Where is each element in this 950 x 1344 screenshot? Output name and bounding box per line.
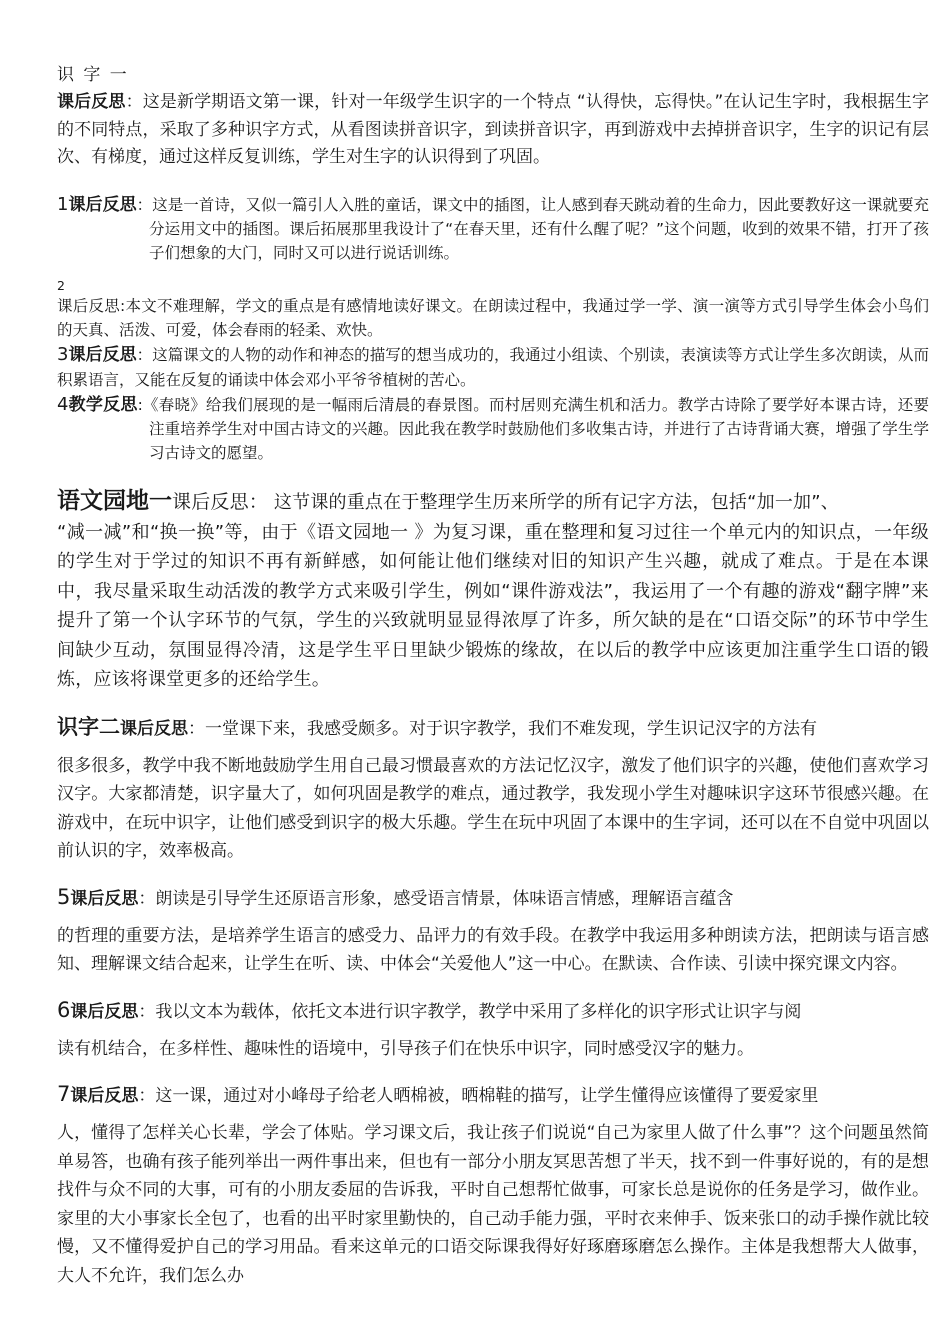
label-kehou-fansi-5: 课后反思：	[172, 490, 269, 513]
body-text-9-first: 这一课，通过对小峰母子给老人晒棉被，晒棉鞋的描写，让学生懂得应该懂得了要爱家里	[155, 1086, 819, 1106]
label-kehou-fansi-9: 课后反思	[70, 1086, 139, 1106]
reflection-item-5-body: 的哲理的重要方法，是培养学生语言的感受力、品评力的有效手段。在教学中我运用多种朗读方法，把朗读与语言感知、理解课文结合起来，让学生在听、读、中体会“关爱他人”这一中心。在默读、合作读、引读中探究课文内容。	[57, 925, 929, 974]
section-shizi-yi-paragraph	[57, 89, 929, 172]
spacer	[57, 1026, 929, 1035]
reflection-item-6-body: 读有机结合，在多样性、趣味性的语境中，引导孩子们在快乐中识字，同时感受汉字的魅力。	[57, 1038, 754, 1059]
body-text-1: 这是一首诗，又似一篇引人入胜的童话，课文中的插图，让人感到春天跳动着的生命力，因此要教好这一课就要充分运用文中的插图。课后拓展那里我设计了“在春天里，还有什么醒了呢？”这个问题，收到的效果不错，打开了孩子们想象的大门，同时又可以进行说话训练。	[149, 195, 929, 262]
heading-text-shizi-er: 识字二	[57, 714, 120, 739]
reflection-item-3	[57, 342, 929, 393]
label-jiaoxue-fansi-4: 教学反思	[68, 394, 138, 415]
body-text-8-first: 我以文本为载体，依托文本进行识字教学，教学中采用了多样化的识字形式让识字与阅	[155, 1001, 802, 1022]
section-heading-yuwen-yuandi-yi	[57, 486, 929, 518]
colon-9: ：	[138, 1086, 156, 1106]
spacer	[57, 1110, 929, 1119]
colon-6: ：	[188, 718, 205, 739]
colon-2: :	[120, 296, 126, 315]
reflection-item-5-head	[57, 883, 929, 913]
colon-4: :	[137, 395, 143, 414]
body-text-5-first: 这节课的重点在于整理学生历来所学的所有记字方法，包括“加一加”、	[268, 491, 839, 513]
label-kehou-fansi-0: 课后反思	[57, 92, 126, 112]
body-text-2: 本文不难理解，学文的重点是有感情地读好课文。在朗读过程中，我通过学一学、演一演等方式引导学生体会小鸟们的天真、活泼、可爱，体会春雨的轻柔、欢快。	[57, 296, 929, 339]
heading-text-yuwen: 语文园地一	[57, 487, 172, 514]
colon-7: ：	[138, 888, 156, 909]
colon-0: ：	[125, 92, 143, 112]
item-number-4: 4	[57, 393, 69, 415]
item-number-1: 1	[57, 193, 69, 215]
body-text-0: 这是新学期语文第一课，针对一年级学生识字的一个特点 “认得快，忘得快。”在认记生字时，我根据生字的不同特点，采取了多种识字方式，从看图读拼音识字，到读拼音识字，再到游戏中去掉拼音识字，生字的识记有层次、有梯度，通过这样反复训练，学生对生字的认识得到了巩固。	[57, 92, 930, 167]
reflection-item-7-head	[57, 1080, 929, 1110]
spacer	[57, 465, 929, 486]
reflection-item-2	[57, 294, 929, 342]
body-text-3: 这篇课文的人物的动作和神态的描写的想当成功的，我通过小组读、个别读，表演读等方式让学生多次朗读，从而积累语言，又能在反复的诵读中体会邓小平爷爷植树的苦心。	[57, 345, 929, 389]
spacer	[57, 695, 929, 713]
section-heading-shizi-er	[57, 713, 929, 743]
colon-3: ：	[136, 345, 153, 364]
item-number-2: 2	[57, 277, 65, 293]
colon-1: ：	[136, 195, 153, 214]
item-number-6: 6	[57, 997, 71, 1022]
item-number-7: 7	[57, 1082, 71, 1106]
document-body	[57, 62, 929, 1290]
label-kehou-fansi-3: 课后反思	[68, 344, 137, 365]
reflection-item-4	[57, 393, 929, 465]
section-heading-shizi-yi: 识 字 一	[57, 65, 129, 85]
spacer	[57, 172, 929, 193]
label-kehou-fansi-8: 课后反思	[70, 1001, 139, 1022]
section-shizi-er-body: 很多很多，教学中我不断地鼓励学生用自己最习惯最喜欢的方法记忆汉字，激发了他们识字的兴趣，使他们喜欢学习汉字。大家都清楚，识字量大了，如何巩固是教学的难点，通过教学，我发现小学生对趣味识字这环节很感兴趣。在游戏中，在玩中识字，让他们感受到识字的极大乐趣。学生在玩中巩固了本课中的生字词，还可以在不自觉中巩固以前认识的字，效率极高。	[57, 755, 929, 861]
spacer	[57, 265, 929, 278]
label-kehou-fansi-1: 课后反思	[68, 194, 137, 215]
body-text-6-first: 一堂课下来，我感受颇多。对于识字教学，我们不难发现，学生识记汉字的方法有	[205, 718, 817, 739]
reflection-item-1	[57, 193, 929, 265]
spacer	[57, 913, 929, 922]
reflection-item-6-head	[57, 996, 929, 1026]
spacer	[57, 866, 929, 883]
section-yuwen-body: “减一减”和“换一换”等，由于《语文园地一 》为复习课，重在整理和复习过往一个单元内的知识点，一年级的学生对于学过的知识不再有新鲜感，如何能让他们继续对旧的知识产生兴趣，就成了难点。于是在本课中，我尽量采取生动活泼的教学方式来吸引学生，例如“课件游戏法”，我运用了一个有趣的游戏“翻字牌”来提升了第一个认字环节的气氛，学生的兴致就明显显得浓厚了许多，所欠缺的是在“口语交际”的环节中学生间缺少互动，氛围显得冷清，这是学生平日里缺少锻炼的缘故，在以后的教学中应该更加注重学生口语的锻炼，应该将课堂更多的还给学生。	[57, 521, 929, 690]
label-kehou-fansi-2: 课后反思	[57, 296, 121, 315]
spacer	[57, 979, 929, 996]
spacer	[57, 743, 929, 752]
label-kehou-fansi-6: 课后反思	[120, 718, 188, 739]
reflection-item-7-body: 人，懂得了怎样关心长辈，学会了体贴。学习课文后，我让孩子们说说“自己为家里人做了什么事”？这个问题虽然简单易答，也确有孩子能列举出一两件事出来，但也有一部分小朋友冥思苦想了半天，找不到一件事好说的，有的是想找件与众不同的大事，可有的小朋友委屈的告诉我，平时自己想帮忙做事，可家长总是说你的任务是学习，做作业。家里的大小事家长全包了，也看的出平时家里勤快的，自己动手能力强，平时衣来伸手、饭来张口的动手操作就比较慢，又不懂得爱护自己的学习用品。看来这单元的口语交际课我得好好琢磨琢磨怎么操作。主体是我想帮大人做事，大人不允许，我们怎么办	[57, 1123, 929, 1286]
body-text-4: 《春晓》给我们展现的是一幅雨后清晨的春景图。而村居则充满生机和活力。教学古诗除了要学好本课古诗，还要注重培养学生对中国古诗文的兴趣。因此我在教学时鼓励他们多收集古诗，并进行了古诗背诵大赛，增强了学生学习古诗文的愿望。	[142, 395, 929, 462]
spacer	[57, 1063, 929, 1080]
label-kehou-fansi-7: 课后反思	[70, 888, 139, 909]
colon-8: ：	[138, 1001, 156, 1022]
item-number-3: 3	[57, 343, 69, 365]
body-text-7-first: 朗读是引导学生还原语言形象，感受语言情景，体味语言情感，理解语言蕴含	[155, 888, 734, 909]
item-number-5: 5	[57, 884, 71, 909]
